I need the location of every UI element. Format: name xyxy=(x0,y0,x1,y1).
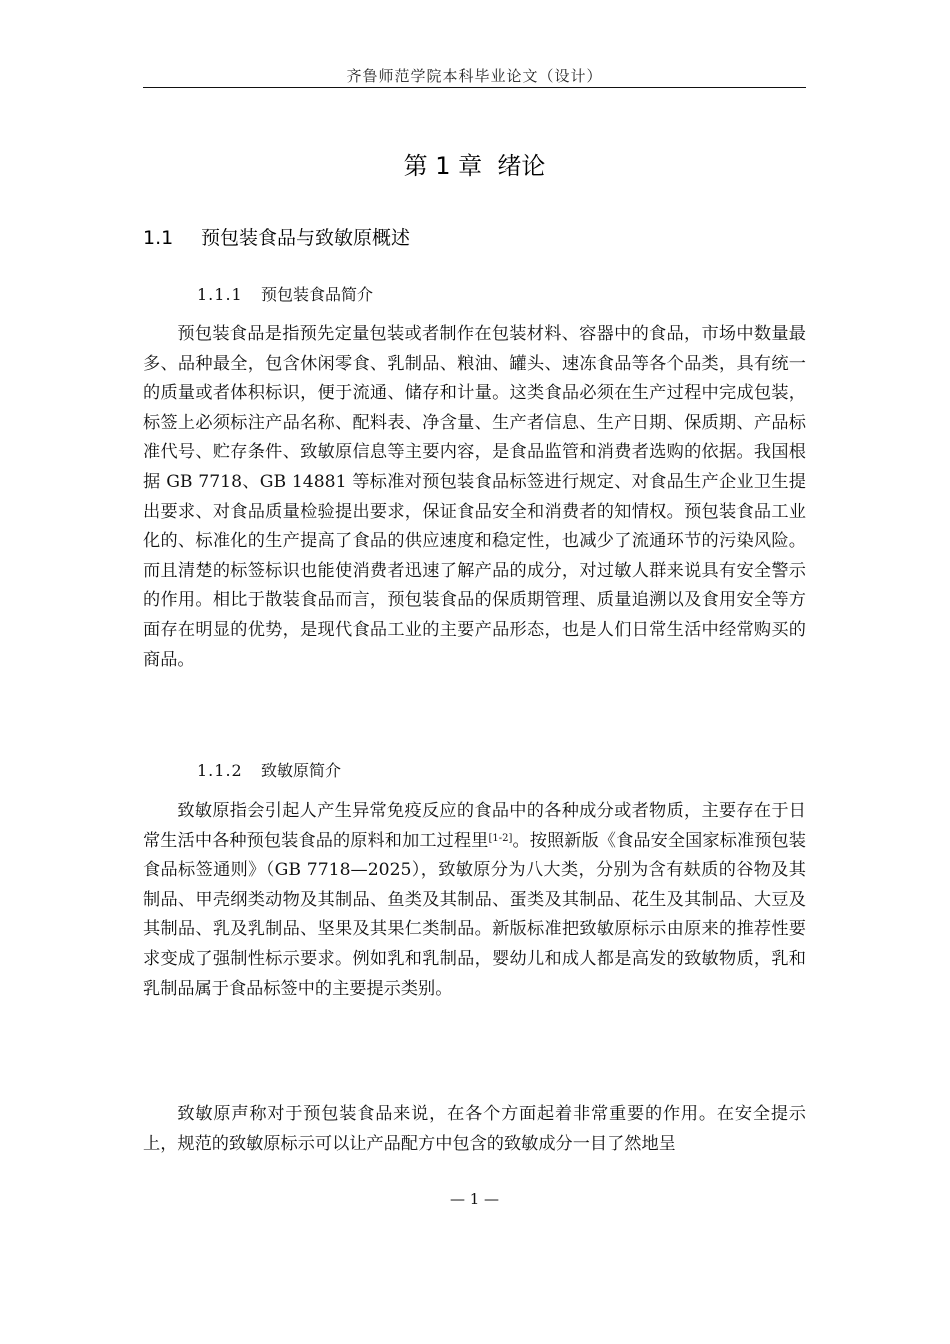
chapter-name: 绪论 xyxy=(497,152,546,180)
subsection-title: 预包装食品简介 xyxy=(261,285,374,304)
page-number: — 1 — xyxy=(449,1190,500,1208)
page-header: 齐鲁师范学院本科毕业论文（设计） xyxy=(346,67,603,85)
paragraph-allergen-intro xyxy=(143,797,806,1004)
paragraph-text-continued: 。按照新版《食品安全国家标准预包装食品标签通则》（GB 7718—2025），致敏原分为八大类，分别为含有麸质的谷物及其制品、甲壳纲类动物及其制品、鱼类及其制品、蛋类及其制品、花生及其制品、大豆及其制品、乳及乳制品、坚果及其果仁类制品。新版标准把致敏原标示由原来的推荐性要求变成了强制性标示要求。例如乳和乳制品，婴幼儿和成人都是高发的致敏物质，乳和乳制品属于食品标签中的主要提示类别。 xyxy=(143,830,806,999)
subsection-heading-1-1-2 xyxy=(197,759,341,783)
paragraph-allergen-claims: 致敏原声称对于预包装食品来说，在各个方面起着非常重要的作用。在安全提示上，规范的致敏原标示可以让产品配方中包含的致敏成分一目了然地呈 xyxy=(143,1104,806,1154)
subsection-heading-1-1-1 xyxy=(197,283,373,307)
subsection-number: 1.1.1 xyxy=(197,285,243,304)
section-heading-1-1 xyxy=(143,224,410,252)
paragraph-prepackaged-food: 预包装食品是指预先定量包装或者制作在包装材料、容器中的食品，市场中数量最多、品种最全，包含休闲零食、乳制品、粮油、罐头、速冻食品等各个品类，具有统一的质量或者体积标识，便于流通、储存和计量。这类食品必须在生产过程中完成包装，标签上必须标注产品名称、配料表、净含量、生产者信息、生产日期、保质期、产品标准代号、贮存条件、致敏原信息等主要内容，是食品监管和消费者选购的依据。我国根据 GB 7718、GB 14881 等标准对预包装食品标签进行规定、对食品生产企业卫生提出要求、对食品质量检验提出要求，保证食品安全和消费者的知情权。预包装食品工业化的、标准化的生产提高了食品的供应速度和稳定性，也减少了流通环节的污染风险。而且清楚的标签标识也能使消费者迅速了解产品的成分，对过敏人群来说具有安全警示的作用。相比于散装食品而言，预包装食品的保质期管理、质量追溯以及食用安全等方面存在明显的优势，是现代食品工业的主要产品形态，也是人们日常生活中经常购买的商品。 xyxy=(143,324,806,670)
citation-reference: [1-2] xyxy=(488,832,513,844)
subsection-title: 致敏原简介 xyxy=(261,761,342,780)
section-title: 预包装食品与致敏原概述 xyxy=(201,227,411,249)
subsection-number: 1.1.2 xyxy=(197,761,243,780)
section-number: 1.1 xyxy=(143,227,174,249)
chapter-title xyxy=(143,148,806,184)
header-rule xyxy=(143,87,806,88)
chapter-number: 第 1 章 xyxy=(403,152,483,180)
paragraph-text: 致敏原指会引起人产生异常免疫反应的食品中的各种成分或者物质，主要存在于日常生活中各种预包装食品的原料和加工过程里 xyxy=(143,801,806,851)
